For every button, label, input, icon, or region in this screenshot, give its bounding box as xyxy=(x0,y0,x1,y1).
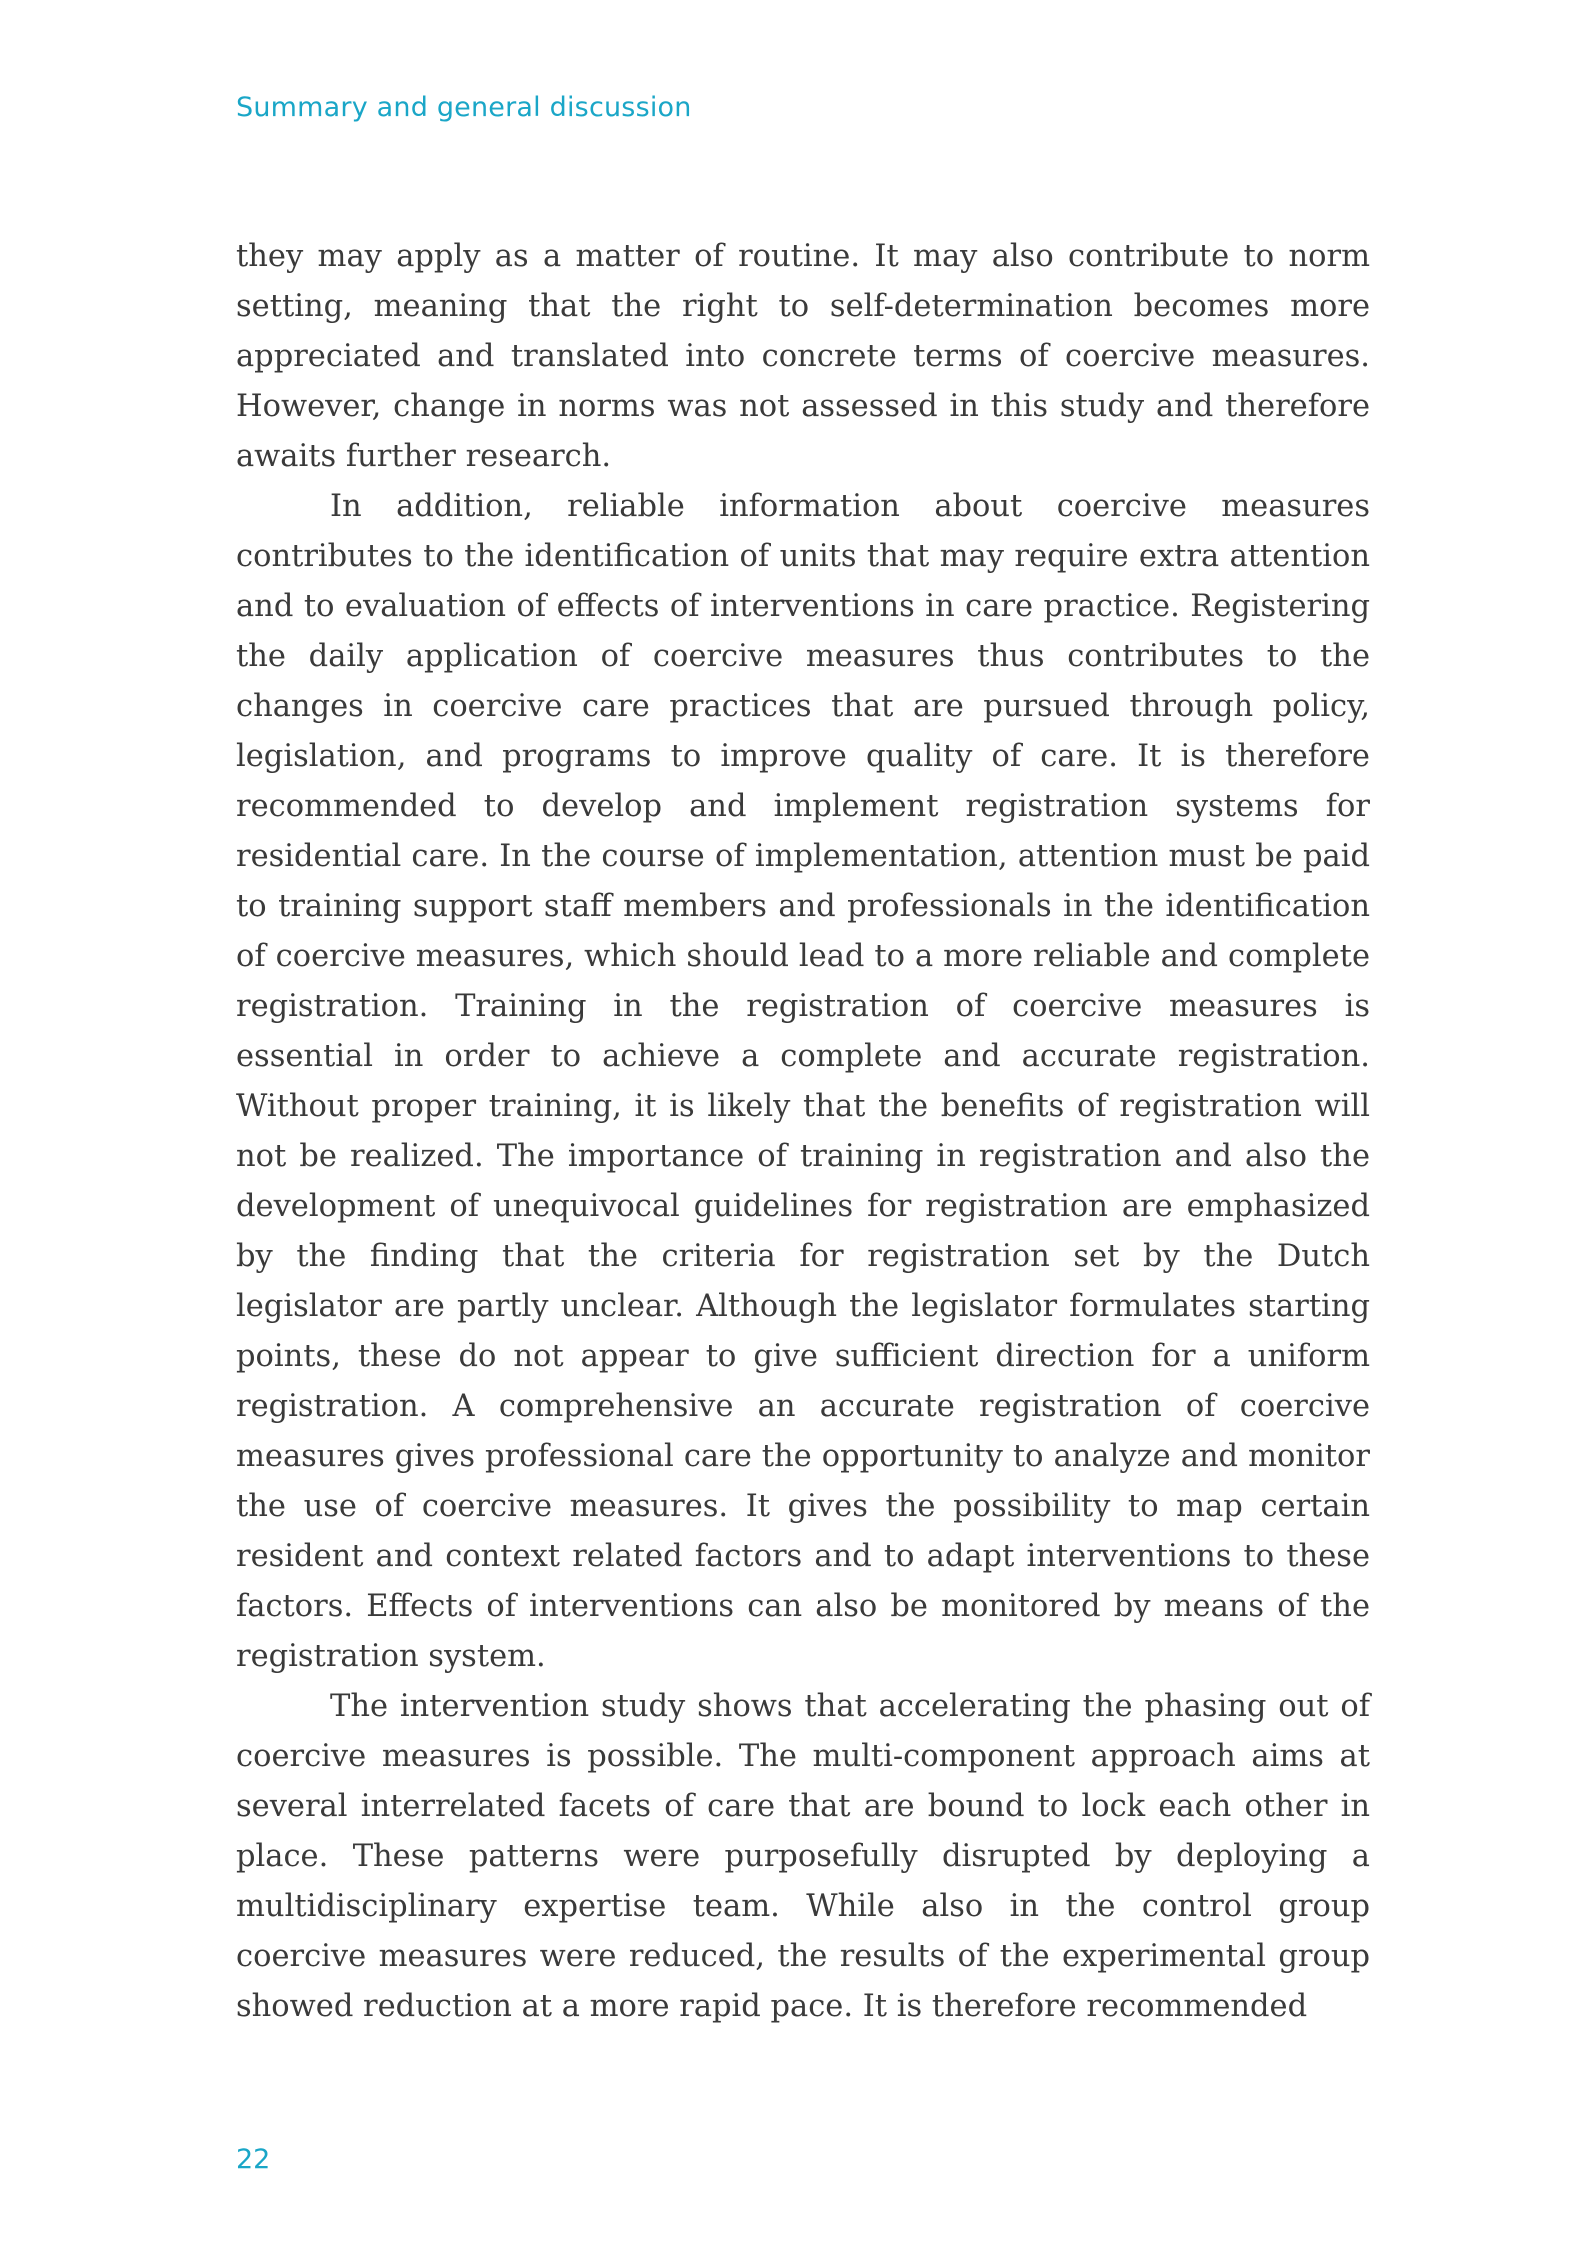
paragraph-1: they may apply as a matter of routine. It may also contribute to norm setting, meaning that the right to self-determination becomes more appreciated and translated into concrete terms of coercive measures. However, change in norms was not assessed in this study and therefore awaits further research. xyxy=(236,239,1370,474)
running-header: Summary and general discussion xyxy=(236,92,692,123)
paragraph-2: In addition, reliable information about coercive measures contributes to the identification of units that may require extra attention and to evaluation of effects of interventions in care practice. Registering the daily application of coercive measures thus contributes to the changes in coercive care practices that are pursued through policy, legislation, and programs to improve quality of care. It is therefore recommended to develop and implement registration systems for residential care. In the course of implementation, attention must be paid to training support staff members and professionals in the identification of coercive measures, which should lead to a more reliable and complete registration. Training in the registration of coercive measures is essential in order to achieve a complete and accurate registration. Without proper training, it is likely that the benefits of registration will not be realized. The importance of training in registration and also the development of unequivocal guidelines for registration are emphasized by the finding that the criteria for registration set by the Dutch legislator are partly unclear. Although the legislator formulates starting points, these do not appear to give sufficient direction for a uniform registration. A comprehensive an accurate registration of coercive measures gives professional care the opportunity to analyze and monitor the use of coercive measures. It gives the possibility to map certain resident and context related factors and to adapt interventions to these factors. Effects of interventions can also be monitored by means of the registration system. xyxy=(236,489,1370,1674)
paragraph-3: The intervention study shows that accelerating the phasing out of coercive measures is possible. The multi-component approach aims at several interrelated facets of care that are bound to lock each other in place. These patterns were purposefully disrupted by deploying a multidisciplinary expertise team. While also in the control group coercive measures were reduced, the results of the experimental group showed reduction at a more rapid pace. It is therefore recommended xyxy=(236,1689,1370,2024)
page-number: 22 xyxy=(236,2144,271,2175)
body-text xyxy=(236,232,1370,2032)
